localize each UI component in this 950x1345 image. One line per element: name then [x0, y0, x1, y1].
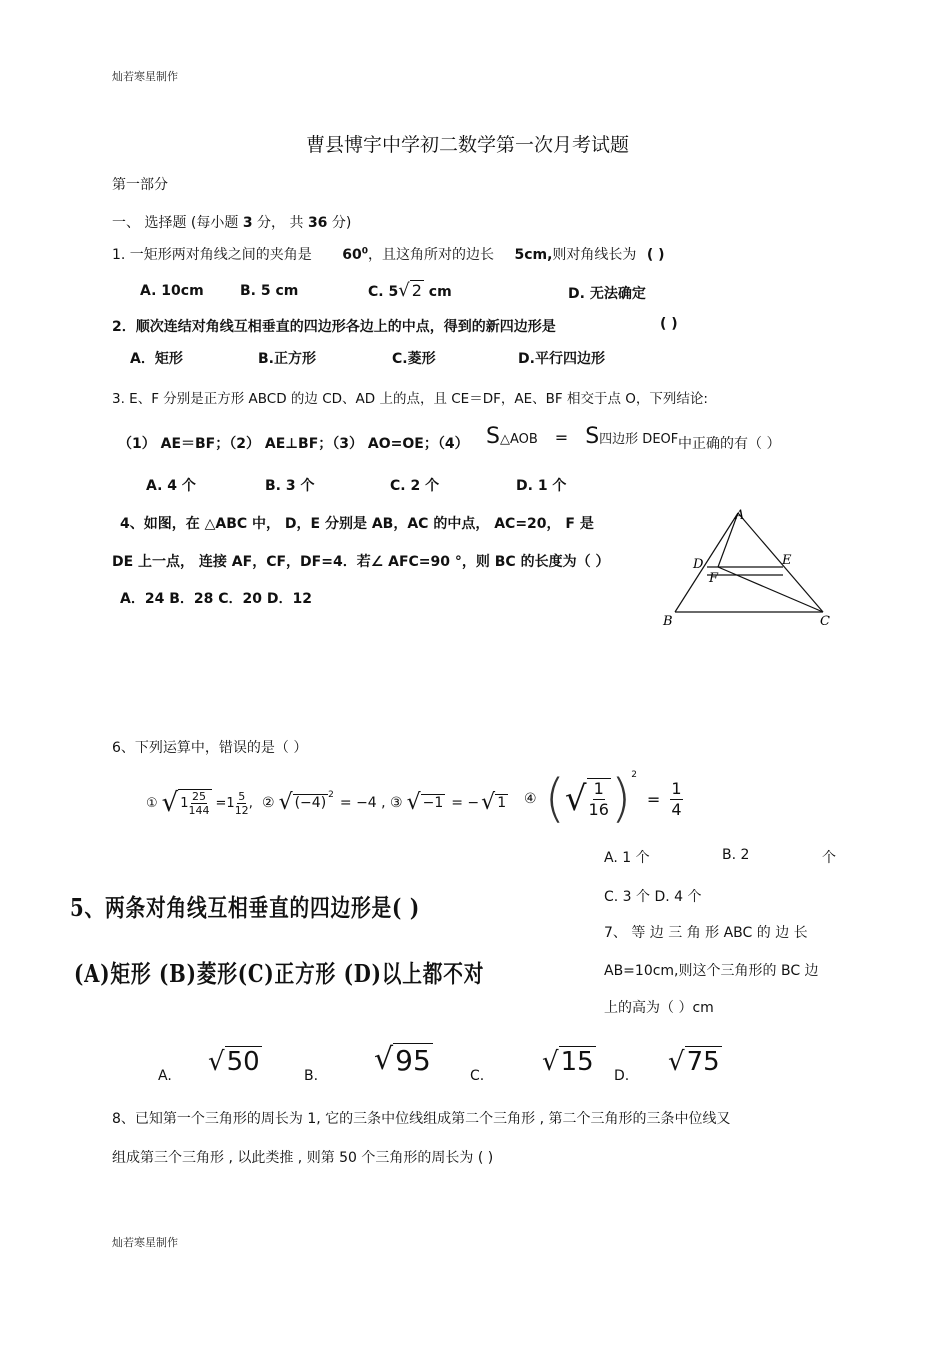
label-b: B: [663, 614, 673, 629]
q1-option-d: D. 无法确定: [568, 286, 646, 302]
q4-options: A．24 B．28 C．20 D．12: [120, 591, 312, 607]
q6-f4n: 1: [671, 778, 682, 798]
section-c: 分， 共: [257, 215, 304, 231]
q5-image-line1: 5、两条对角线互相垂直的四边形是( ): [70, 893, 420, 922]
q7-d-value: [668, 1046, 722, 1077]
q1-option-b: B. 5 cm: [240, 283, 299, 299]
q7-b-rad: 95: [395, 1044, 431, 1077]
q6-item2: [262, 790, 386, 815]
footer-text: 灿若寒星制作: [112, 1236, 178, 1249]
q2-option-b: B.正方形: [258, 351, 316, 367]
q3-s2: S: [585, 424, 600, 449]
q7-option-b: B.: [304, 1068, 319, 1084]
section-a: 每小题: [196, 215, 239, 231]
q6-f4d: 4: [671, 799, 682, 819]
q7-c-value: [542, 1046, 596, 1077]
q1-stem-a: 1. 一矩形两对角线之间的夹角是: [112, 247, 312, 263]
q4-line2: DE 上一点， 连接 AF，CF，DF=4．若∠ AFC=90 °，则 BC 的长度为（ ）: [112, 554, 610, 570]
q6-frac1: [189, 790, 210, 817]
q6-item3: [390, 790, 508, 815]
page-title: 曹县博宇中学初二数学第一次月考试题: [306, 134, 630, 156]
q7-option-a: A.: [158, 1068, 172, 1084]
q6-option-b-unit: 个: [822, 850, 836, 866]
label-e: E: [782, 553, 792, 568]
q7-c-rad: 15: [560, 1047, 594, 1077]
part-label: 第一部分: [112, 177, 168, 193]
q2-option-d: D.平行四边形: [518, 351, 605, 367]
q7-d-rad: 75: [686, 1047, 720, 1077]
q3-eq: =: [554, 428, 569, 447]
sqrt-icon: √: [406, 790, 421, 815]
q3-s1: S: [486, 424, 500, 449]
q8-line2: 组成第三个三角形 , 以此类推 , 则第 50 个三角形的周长为 ( ): [112, 1150, 494, 1166]
left-paren-icon: (: [544, 769, 565, 829]
section-pre: 一、 选择题 (: [112, 215, 197, 231]
q1-option-a: A. 10cm: [140, 283, 204, 299]
q6-eq2: = −4 ,: [339, 794, 386, 811]
section-e: 分): [331, 215, 352, 231]
q5-image-line2: (A)矩形 (B)菱形(C)正方形 (D)以上都不对: [74, 959, 485, 988]
q6-option-cd: C. 3 个 D. 4 个: [604, 889, 702, 905]
q7-line2: AB=10cm,则这个三角形的 BC 边: [604, 963, 819, 979]
q7-option-c: C.: [470, 1068, 485, 1084]
q6-rad1: 1 $\frac{25}{144}$: [180, 790, 210, 817]
q3-option-a: A. 4 个: [146, 478, 196, 494]
q1-stem: [112, 244, 665, 264]
q1-c-rad: 2: [411, 281, 422, 300]
q3-line2b: 中正确的有（ ）: [678, 436, 781, 452]
q6-f2n: 5: [238, 789, 246, 803]
q2-paren: ( ): [660, 316, 678, 332]
q3-line2: （1） AE＝BF；（2） AE⊥BF；（3） AO=OE；（4）: [118, 436, 469, 452]
q1-stem-c: 则对角线长为: [552, 247, 637, 263]
q1-sup: 0: [361, 246, 369, 257]
q6-r3b: 1: [497, 795, 507, 811]
sqrt-icon: √: [208, 1047, 225, 1077]
q6-c1: ①: [146, 795, 158, 811]
label-d: D: [693, 557, 704, 572]
sqrt-icon: √: [668, 1047, 685, 1077]
q6-frac3: [589, 779, 609, 820]
q2-option-c: C.菱形: [392, 351, 436, 367]
q6-f1d: 144: [188, 804, 210, 817]
q6-r2: (−4): [294, 795, 327, 811]
q6-item4: [524, 768, 683, 830]
q6-eq4: =: [646, 789, 661, 809]
q7-b-value: [374, 1042, 433, 1077]
sqrt-icon: √: [564, 779, 587, 819]
section-b: 3: [242, 215, 253, 231]
section-heading: [112, 212, 351, 232]
q3-sub2: 四边形 DEOF: [599, 432, 679, 447]
sqrt-icon: √: [481, 790, 496, 815]
section-d: 36: [307, 215, 328, 231]
q7-line1: 7、 等 边 三 角 形 ABC 的 边 长: [604, 925, 808, 941]
edge-ab: [675, 513, 738, 612]
q6-eq1: =1: [215, 795, 235, 811]
q4-line1: 4、如图，在 △ABC 中， D，E 分别是 AB，AC 的中点， AC=20， F 是: [120, 516, 594, 532]
q3-option-c: C. 2 个: [390, 478, 440, 494]
q8-line1: 8、已知第一个三角形的周长为 1, 它的三条中位线组成第二个三角形 , 第二个三角形的三条中位线又: [112, 1111, 731, 1127]
q6-eq3: = −: [451, 794, 480, 811]
q2-stem: 2．顺次连结对角线互相垂直的四边形各边上的中点，得到的新四边形是: [112, 319, 556, 335]
q1-len: 5cm,: [514, 247, 553, 263]
q6-f3d: 16: [588, 800, 609, 819]
triangle-figure: [655, 500, 845, 635]
q7-line3: 上的高为（ ）cm: [604, 1000, 714, 1016]
q6-f1n: 25: [192, 790, 207, 803]
label-f: F: [709, 571, 719, 586]
q6-f3n: 1: [593, 779, 604, 798]
q6-rad4: [587, 778, 611, 820]
sqrt-icon: √: [374, 1042, 394, 1077]
q2-option-a: A．矩形: [130, 351, 183, 367]
q1-option-c: [368, 280, 452, 301]
label-a: A: [735, 508, 745, 523]
q1-paren: ( ): [646, 247, 665, 263]
q6-option-a: A. 1 个: [604, 850, 650, 866]
sqrt-icon: √: [278, 790, 293, 815]
q6-frac2: [235, 790, 249, 817]
q6-c4: ④: [524, 791, 537, 807]
header-text: 灿若寒星制作: [112, 70, 178, 83]
q6-f2d: 12: [234, 803, 249, 817]
q1-stem-b: ，且这角所对的边长: [368, 247, 495, 263]
q1-c-pre: C. 5: [368, 284, 399, 300]
q1-deg: 60: [342, 247, 362, 263]
sqrt-icon: √: [398, 280, 410, 301]
q6-comma1: ,: [248, 795, 253, 811]
label-c: C: [820, 614, 830, 629]
q6-stem: 6、下列运算中，错误的是（ ）: [112, 740, 308, 756]
q3-line1: 3. E、F 分别是正方形 ABCD 的边 CD、AD 上的点，且 CE＝DF，AE、BF 相交于点 O，下列结论:: [112, 391, 708, 407]
q6-r3a: −1: [422, 795, 444, 811]
q7-a-rad: 50: [226, 1047, 260, 1077]
q6-c2: ②: [262, 794, 275, 811]
q6-c3: ③: [390, 794, 403, 811]
right-paren-icon: ): [610, 769, 632, 829]
q3-sub1: △AOB: [499, 432, 538, 447]
q6-option-b: B. 2: [722, 847, 750, 863]
q3-option-d: D. 1 个: [516, 478, 567, 494]
segment-fc: [718, 567, 823, 612]
edge-ac: [738, 513, 823, 612]
q6-r2sup: 2: [328, 790, 334, 800]
q6-frac4: [670, 779, 682, 820]
q3-option-b: B. 3 个: [265, 478, 315, 494]
sqrt-icon: √: [161, 788, 179, 818]
q3-area-left: [486, 424, 678, 449]
q6-item1: [146, 788, 253, 818]
q7-a-value: [208, 1046, 262, 1077]
q7-option-d: D.: [614, 1068, 630, 1084]
sqrt-icon: √: [542, 1047, 559, 1077]
q6-sup4: 2: [631, 770, 637, 780]
q1-c-unit: cm: [423, 284, 452, 300]
